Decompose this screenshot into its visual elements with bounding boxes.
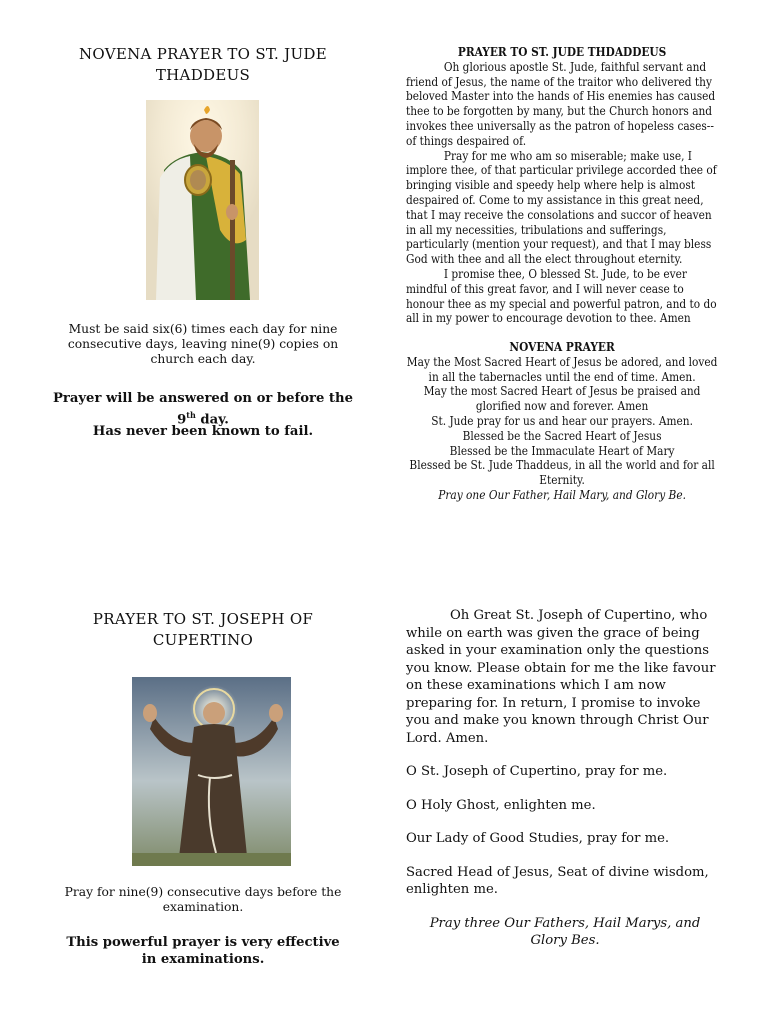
novena-line: St. Jude pray for us and hear our prayers. Amen. <box>431 413 693 428</box>
novena-line: Blessed be St. Jude Thaddeus, in all the world and for all Eternity. <box>409 458 715 488</box>
joseph-invocation: Our Lady of Good Studies, pray for me. <box>406 831 670 846</box>
jude-prayer-block <box>406 45 724 326</box>
joseph-prayer-main: Oh Great St. Joseph of Cupertino, who while on earth was given the grace of being asked in your examination only the questions you know. Please obtain for me the like favour on these examinations which I am now preparing for. In return, I promise to invoke you and make you known through Christ Our Lord. Amen. <box>406 608 716 746</box>
st-joseph-illustration <box>132 677 291 866</box>
novena-line: May the Most Sacred Heart of Jesus be adored, and loved in all the tabernacles until the end of time. Amen. <box>406 354 718 384</box>
novena-line: Blessed be the Immaculate Heart of Mary <box>449 443 675 458</box>
jude-prayer-paragraph-2: Pray for me who am so miserable; make use, I implore thee, of that particular privilege accorded thee of bringing visible and speedy help where help is almost despaired of. Come to my assistance in this great need, that I may receive the consolations and succor of heaven in all my necessities, tribulations and sufferings, particularly (mention your request), and that I may bless God with thee and all the elect throughout eternity. <box>406 148 717 267</box>
joseph-invocation: Sacred Head of Jesus, Seat of divine wisdom, enlighten me. <box>406 864 709 897</box>
novena-block <box>406 340 724 503</box>
jude-promise-text: Prayer will be answered on or before the 9 <box>52 391 353 428</box>
joseph-invocation: O Holy Ghost, enlighten me. <box>406 797 596 813</box>
jude-prayer-paragraph-1: Oh glorious apostle St. Jude, faithful servant and friend of Jesus, the name of the traitor who delivered thy beloved Master into the hands of His enemies has caused thee to be forgotten by many, but the Church honors and invokes thee universally as the patron of hopeless cases--of things despaired of. <box>406 59 716 148</box>
joseph-prayer-block <box>406 607 724 950</box>
joseph-effective: This powerful prayer is very effective in examinations. <box>66 935 340 967</box>
jude-prayer-paragraph-3: I promise thee, O blessed St. Jude, to be ever mindful of this great favor, and I will never cease to honour thee as my special and powerful patron, and to do all in my power to encourage devotion to thee. Amen <box>406 266 717 326</box>
st-jude-illustration <box>146 100 259 300</box>
novena-line: Blessed be the Sacred Heart of Jesus <box>462 428 662 443</box>
joseph-closing: Pray three Our Fathers, Hail Marys, and Glory Bes. <box>429 915 701 948</box>
jude-promise-sup: th <box>186 410 196 420</box>
jude-prayer-heading: PRAYER TO ST. JUDE THDADDEUS <box>457 44 667 59</box>
jude-guarantee: Has never been known to fail. <box>92 424 314 439</box>
jude-promise-end: day. <box>195 412 229 428</box>
st-joseph-image <box>132 677 291 866</box>
joseph-title: PRAYER TO ST. JOSEPH OF CUPERTINO <box>92 610 314 649</box>
joseph-invocation: O St. Joseph of Cupertino, pray for me. <box>406 764 668 779</box>
jude-title: NOVENA PRAYER TO ST. JUDE THADDEUS <box>78 45 327 84</box>
novena-heading: NOVENA PRAYER <box>509 339 615 354</box>
novena-line: May the most Sacred Heart of Jesus be praised and glorified now and forever. Amen <box>423 384 701 414</box>
st-jude-image <box>146 100 259 300</box>
novena-closing: Pray one Our Father, Hail Mary, and Glory Be. <box>438 487 686 502</box>
joseph-instructions: Pray for nine(9) consecutive days before the examination. <box>64 885 342 914</box>
jude-instructions: Must be said six(6) times each day for nine consecutive days, leaving nine(9) copies on church each day. <box>67 322 339 366</box>
